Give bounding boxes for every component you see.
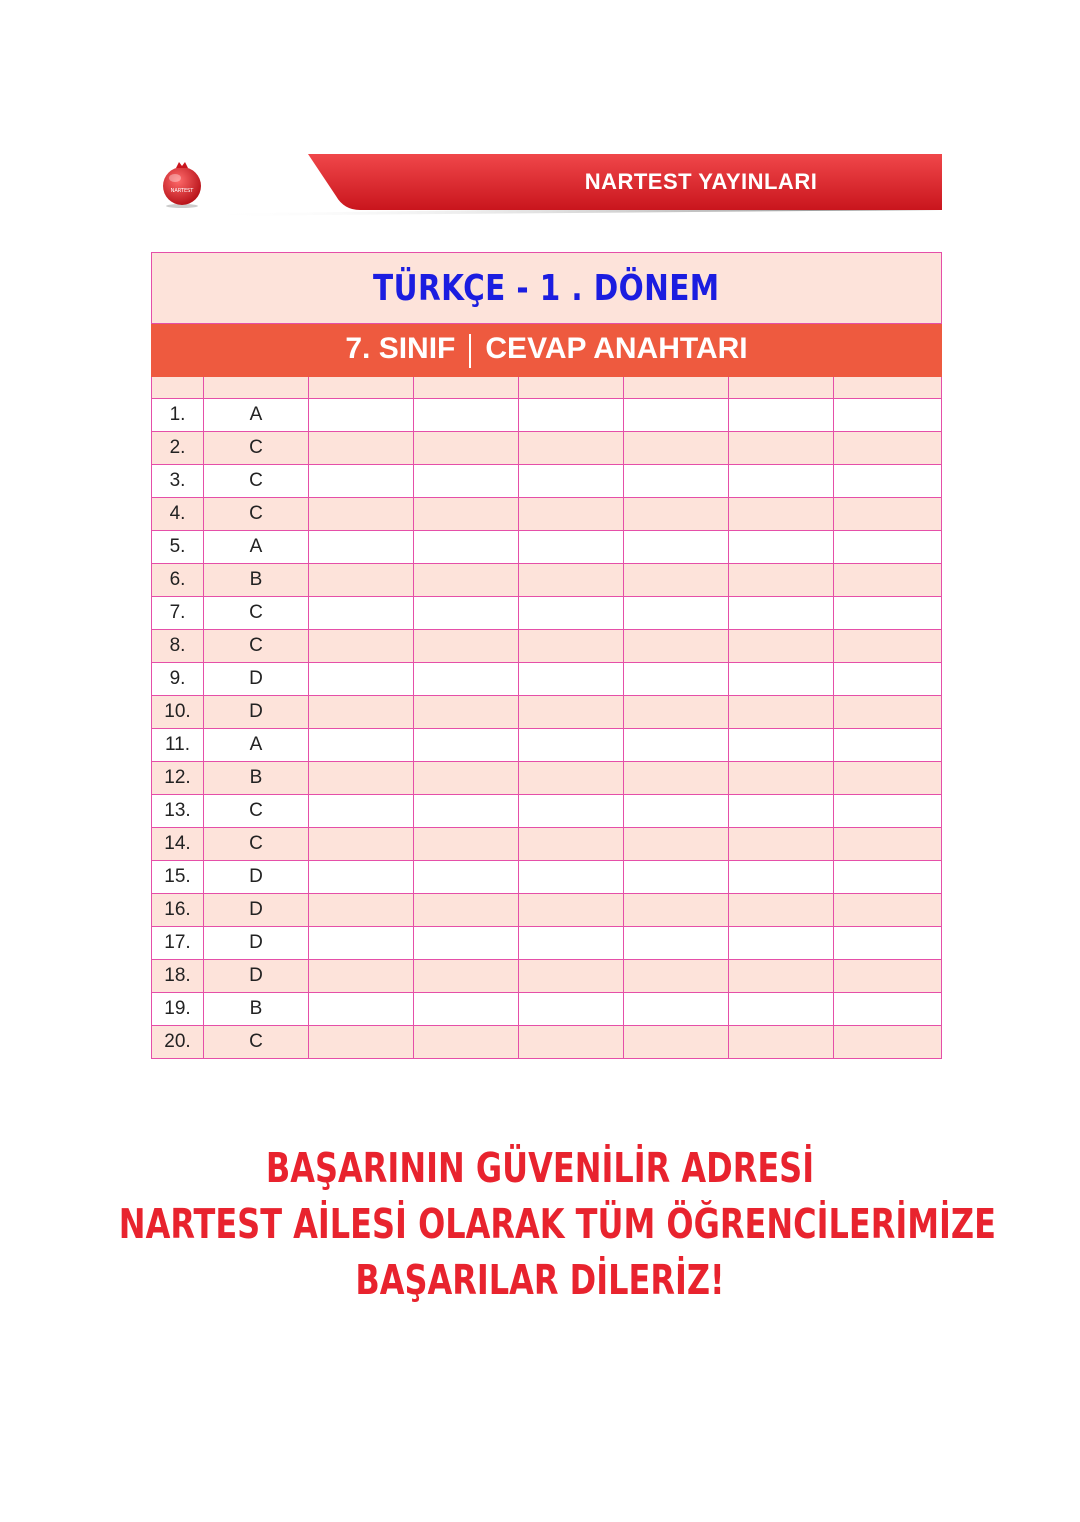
- question-number: 10.: [152, 696, 204, 729]
- empty-cell: [309, 663, 414, 696]
- question-number: 20.: [152, 1026, 204, 1059]
- closing-line-1: BAŞARININ GÜVENİLİR ADRESİ: [265, 1144, 815, 1192]
- empty-cell: [309, 597, 414, 630]
- empty-cell: [414, 927, 519, 960]
- question-number: 14.: [152, 828, 204, 861]
- empty-cell: [834, 465, 942, 498]
- empty-cell: [519, 1026, 624, 1059]
- empty-cell: [309, 894, 414, 927]
- table-row: [152, 927, 942, 960]
- empty-cell: [834, 729, 942, 762]
- empty-cell: [414, 960, 519, 993]
- empty-cell: [729, 861, 834, 894]
- empty-cell: [309, 399, 414, 432]
- table-row: [152, 993, 942, 1026]
- empty-cell: [729, 399, 834, 432]
- empty-cell: [519, 399, 624, 432]
- empty-cell: [834, 630, 942, 663]
- closing-line-3: BAŞARILAR DİLERİZ!: [355, 1256, 725, 1304]
- question-number: 16.: [152, 894, 204, 927]
- empty-cell: [624, 894, 729, 927]
- empty-cell: [624, 465, 729, 498]
- answer-cell: B: [204, 564, 309, 597]
- empty-cell: [309, 630, 414, 663]
- empty-cell: [519, 564, 624, 597]
- empty-cell: [309, 729, 414, 762]
- empty-cell: [834, 828, 942, 861]
- question-number: 1.: [152, 399, 204, 432]
- empty-cell: [414, 729, 519, 762]
- svg-text:NARTEST: NARTEST: [170, 188, 194, 194]
- question-number: 11.: [152, 729, 204, 762]
- empty-cell: [519, 432, 624, 465]
- question-number: 15.: [152, 861, 204, 894]
- table-row: [152, 399, 942, 432]
- empty-cell: [519, 960, 624, 993]
- question-number: 12.: [152, 762, 204, 795]
- empty-cell: [624, 795, 729, 828]
- answer-cell: B: [204, 993, 309, 1026]
- empty-cell: [624, 564, 729, 597]
- empty-cell: [729, 630, 834, 663]
- empty-cell: [309, 564, 414, 597]
- empty-cell: [519, 828, 624, 861]
- empty-cell: [624, 927, 729, 960]
- empty-cell: [519, 531, 624, 564]
- empty-cell: [519, 663, 624, 696]
- answer-cell: D: [204, 960, 309, 993]
- empty-cell: [729, 993, 834, 1026]
- empty-cell: [519, 894, 624, 927]
- empty-cell: [414, 597, 519, 630]
- table-row: [152, 795, 942, 828]
- empty-cell: [414, 630, 519, 663]
- answer-rows: [152, 399, 942, 1059]
- empty-cell: [729, 828, 834, 861]
- question-number: 18.: [152, 960, 204, 993]
- answer-cell: D: [204, 861, 309, 894]
- empty-cell: [519, 630, 624, 663]
- question-number: 5.: [152, 531, 204, 564]
- empty-cell: [309, 465, 414, 498]
- table-row: [152, 729, 942, 762]
- question-number: 19.: [152, 993, 204, 1026]
- empty-cell: [834, 762, 942, 795]
- empty-cell: [729, 729, 834, 762]
- empty-cell: [309, 828, 414, 861]
- empty-cell: [414, 531, 519, 564]
- table-title-row: [152, 253, 942, 324]
- empty-cell: [624, 1026, 729, 1059]
- empty-cell: [729, 597, 834, 630]
- empty-cell: [414, 564, 519, 597]
- answer-cell: D: [204, 663, 309, 696]
- answer-cell: D: [204, 696, 309, 729]
- answer-cell: D: [204, 894, 309, 927]
- empty-cell: [414, 663, 519, 696]
- empty-cell: [624, 861, 729, 894]
- empty-cell: [729, 432, 834, 465]
- empty-cell: [414, 861, 519, 894]
- empty-cell: [624, 597, 729, 630]
- empty-cell: [309, 1026, 414, 1059]
- empty-cell: [414, 762, 519, 795]
- empty-cell: [624, 498, 729, 531]
- empty-cell: [519, 927, 624, 960]
- empty-cell: [309, 861, 414, 894]
- grade-label: 7. SINIF: [345, 332, 456, 366]
- empty-cell: [729, 663, 834, 696]
- table-row: [152, 531, 942, 564]
- empty-cell: [834, 564, 942, 597]
- empty-cell: [624, 531, 729, 564]
- empty-cell: [414, 465, 519, 498]
- empty-cell: [519, 465, 624, 498]
- empty-cell: [834, 498, 942, 531]
- table-row: [152, 663, 942, 696]
- empty-cell: [624, 762, 729, 795]
- empty-cell: [414, 894, 519, 927]
- question-number: 13.: [152, 795, 204, 828]
- table-row: [152, 630, 942, 663]
- empty-cell: [519, 795, 624, 828]
- table-row: [152, 861, 942, 894]
- empty-cell: [309, 762, 414, 795]
- empty-cell: [309, 795, 414, 828]
- empty-cell: [729, 894, 834, 927]
- question-number: 6.: [152, 564, 204, 597]
- empty-cell: [834, 927, 942, 960]
- empty-cell: [624, 993, 729, 1026]
- empty-cell: [834, 960, 942, 993]
- answer-cell: C: [204, 795, 309, 828]
- empty-cell: [834, 432, 942, 465]
- empty-cell: [414, 828, 519, 861]
- table-row: [152, 465, 942, 498]
- empty-cell: [834, 597, 942, 630]
- empty-cell: [414, 432, 519, 465]
- empty-cell: [834, 861, 942, 894]
- empty-cell: [309, 498, 414, 531]
- empty-cell: [519, 498, 624, 531]
- answer-cell: C: [204, 828, 309, 861]
- question-number: 17.: [152, 927, 204, 960]
- empty-cell: [309, 531, 414, 564]
- empty-cell: [624, 828, 729, 861]
- empty-cell: [834, 894, 942, 927]
- empty-cell: [729, 531, 834, 564]
- empty-cell: [309, 927, 414, 960]
- empty-cell: [834, 993, 942, 1026]
- empty-cell: [624, 960, 729, 993]
- empty-cell: [414, 1026, 519, 1059]
- empty-cell: [519, 762, 624, 795]
- empty-cell: [729, 564, 834, 597]
- empty-cell: [519, 696, 624, 729]
- answer-cell: C: [204, 432, 309, 465]
- answer-cell: C: [204, 1026, 309, 1059]
- empty-cell: [414, 696, 519, 729]
- table-row: [152, 894, 942, 927]
- empty-cell: [309, 432, 414, 465]
- empty-cell: [729, 795, 834, 828]
- empty-cell: [519, 861, 624, 894]
- brand-name: NARTEST YAYINLARI: [584, 169, 818, 194]
- closing-message: [0, 1140, 1080, 1308]
- table-row: [152, 960, 942, 993]
- empty-cell: [624, 630, 729, 663]
- table-row: [152, 564, 942, 597]
- empty-cell: [519, 729, 624, 762]
- empty-cell: [834, 531, 942, 564]
- table-row: [152, 432, 942, 465]
- answer-cell: D: [204, 927, 309, 960]
- answer-cell: A: [204, 729, 309, 762]
- empty-cell: [729, 762, 834, 795]
- answer-cell: A: [204, 531, 309, 564]
- empty-cell: [309, 960, 414, 993]
- empty-cell: [834, 399, 942, 432]
- question-number: 7.: [152, 597, 204, 630]
- subtitle-separator: [469, 334, 471, 368]
- empty-cell: [414, 498, 519, 531]
- page-header: [150, 148, 942, 220]
- empty-cell: [834, 795, 942, 828]
- table-row: [152, 696, 942, 729]
- pomegranate-logo-icon: [156, 156, 208, 208]
- question-number: 9.: [152, 663, 204, 696]
- empty-cell: [624, 663, 729, 696]
- empty-cell: [729, 1026, 834, 1059]
- empty-cell: [834, 1026, 942, 1059]
- empty-cell: [624, 432, 729, 465]
- question-number: 3.: [152, 465, 204, 498]
- question-number: 8.: [152, 630, 204, 663]
- empty-cell: [519, 993, 624, 1026]
- answer-key-label: CEVAP ANAHTARI: [485, 332, 748, 366]
- empty-cell: [414, 399, 519, 432]
- answer-key-table: [151, 252, 942, 1059]
- table-row: [152, 762, 942, 795]
- empty-cell: [624, 399, 729, 432]
- empty-cell: [729, 927, 834, 960]
- table-row: [152, 1026, 942, 1059]
- empty-cell: [729, 696, 834, 729]
- empty-cell: [624, 696, 729, 729]
- table-subtitle-row: [152, 324, 942, 377]
- empty-cell: [309, 993, 414, 1026]
- empty-cell: [309, 696, 414, 729]
- empty-cell: [729, 498, 834, 531]
- empty-cell: [834, 696, 942, 729]
- closing-line-2: NARTEST AİLESİ OLARAK TÜM ÖĞRENCİLERİMİZE: [118, 1200, 996, 1248]
- empty-cell: [519, 597, 624, 630]
- question-number: 2.: [152, 432, 204, 465]
- answer-cell: A: [204, 399, 309, 432]
- empty-cell: [414, 993, 519, 1026]
- answer-cell: C: [204, 630, 309, 663]
- answer-cell: C: [204, 498, 309, 531]
- empty-cell: [729, 465, 834, 498]
- question-number: 4.: [152, 498, 204, 531]
- empty-cell: [414, 795, 519, 828]
- empty-cell: [729, 960, 834, 993]
- table-header-spacer: [152, 377, 942, 399]
- answer-cell: C: [204, 465, 309, 498]
- answer-cell: C: [204, 597, 309, 630]
- table-row: [152, 498, 942, 531]
- empty-cell: [624, 729, 729, 762]
- answer-cell: B: [204, 762, 309, 795]
- empty-cell: [834, 663, 942, 696]
- table-row: [152, 828, 942, 861]
- table-row: [152, 597, 942, 630]
- table-title: TÜRKÇE - 1 . DÖNEM: [152, 253, 942, 324]
